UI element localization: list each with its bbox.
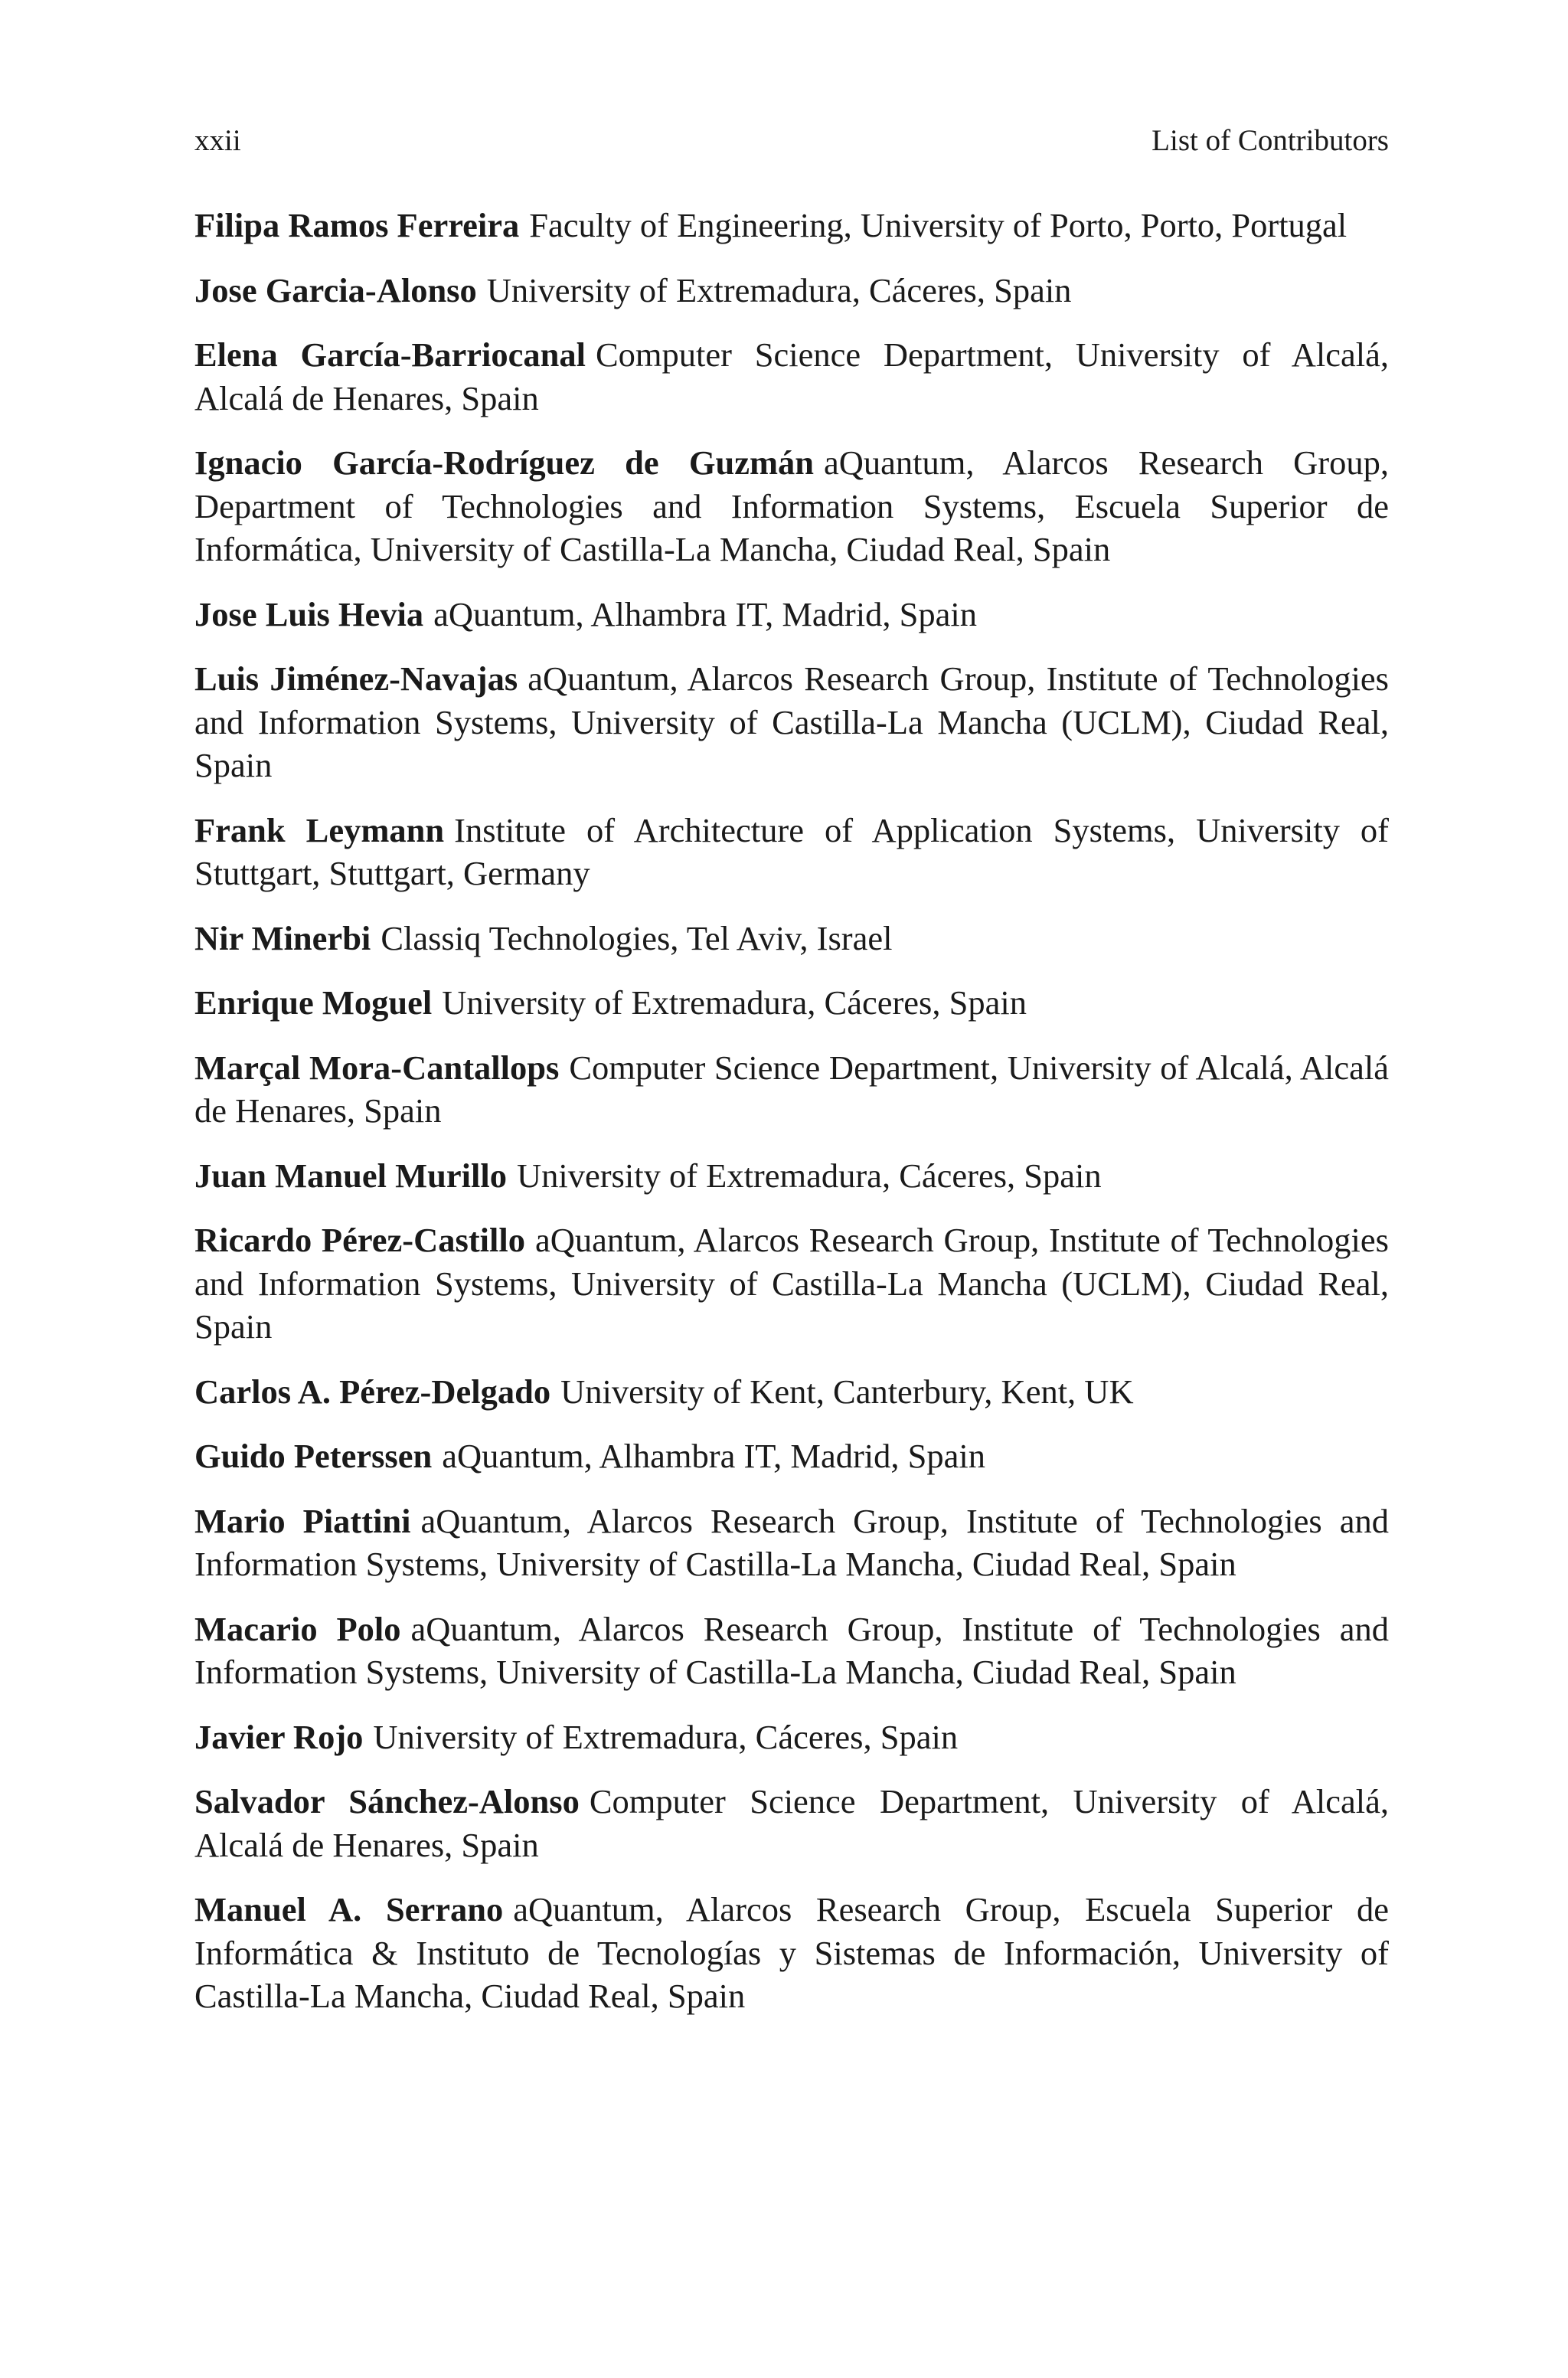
contributor-entry bbox=[194, 593, 1389, 636]
contributor-entry bbox=[194, 809, 1389, 895]
contributor-entry bbox=[194, 1608, 1389, 1694]
contributor-entry bbox=[194, 657, 1389, 787]
contributor-affiliation: Computer Science Department, University of Alcalá, Alcalá de Henares, Spain bbox=[194, 1782, 1389, 1864]
contributor-name: Guido Peterssen bbox=[194, 1437, 433, 1475]
contributor-name: Salvador Sánchez-Alonso bbox=[194, 1782, 580, 1820]
contributor-affiliation: aQuantum, Alhambra IT, Madrid, Spain bbox=[433, 594, 977, 633]
contributor-entry bbox=[194, 917, 1389, 960]
contributor-entry bbox=[194, 1434, 1389, 1478]
contributor-name: Macario Polo bbox=[194, 1609, 401, 1648]
contributor-affiliation: Faculty of Engineering, University of Porto, Porto, Portugal bbox=[529, 206, 1348, 244]
contributor-name: Nir Minerbi bbox=[194, 918, 371, 957]
contributor-affiliation: Computer Science Department, University of Alcalá, Alcalá de Henares, Spain bbox=[194, 1048, 1390, 1130]
contributor-name: Ignacio García-Rodríguez de Guzmán bbox=[194, 443, 815, 482]
contributor-entry bbox=[194, 1716, 1389, 1759]
contributor-name: Ricardo Pérez-Castillo bbox=[194, 1221, 525, 1259]
contributor-name: Jose Luis Hevia bbox=[194, 594, 424, 633]
contributor-entry bbox=[194, 333, 1389, 420]
contributor-affiliation: aQuantum, Alarcos Research Group, Institute of Technologies and Information Systems, University of Castilla-La Mancha, Ciudad Real, Spain bbox=[194, 1501, 1389, 1583]
contributor-affiliation: aQuantum, Alhambra IT, Madrid, Spain bbox=[442, 1437, 986, 1475]
contributor-affiliation: University of Kent, Canterbury, Kent, UK bbox=[560, 1372, 1134, 1411]
contributor-name: Jose Garcia-Alonso bbox=[194, 270, 477, 309]
contributor-name: Carlos A. Pérez-Delgado bbox=[194, 1372, 551, 1411]
contributor-name: Manuel A. Serrano bbox=[194, 1890, 504, 1928]
contributor-affiliation: aQuantum, Alarcos Research Group, Institute of Technologies and Information Systems, University of Castilla-La Mancha (UCLM), Ciudad Real, Spain bbox=[194, 1221, 1389, 1346]
contributor-affiliation: University of Extremadura, Cáceres, Spain bbox=[516, 1156, 1102, 1195]
contributor-affiliation: Classiq Technologies, Tel Aviv, Israel bbox=[381, 918, 893, 957]
contributor-name: Luis Jiménez-Navajas bbox=[194, 659, 518, 698]
contributor-list bbox=[194, 204, 1389, 2018]
contributor-name: Javier Rojo bbox=[194, 1717, 364, 1756]
contributor-entry bbox=[194, 981, 1389, 1025]
contributor-entry bbox=[194, 204, 1389, 247]
contributor-entry bbox=[194, 1046, 1389, 1133]
contributor-entry bbox=[194, 1500, 1389, 1586]
contributor-name: Frank Leymann bbox=[194, 810, 445, 849]
contributor-affiliation: University of Extremadura, Cáceres, Spain bbox=[442, 983, 1027, 1022]
contributor-entry bbox=[194, 1780, 1389, 1866]
contributor-affiliation: aQuantum, Alarcos Research Group, Institute of Technologies and Information Systems, University of Castilla-La Mancha, Ciudad Real, Spain bbox=[194, 1609, 1389, 1691]
book-page bbox=[194, 123, 1389, 2039]
contributor-entry bbox=[194, 269, 1389, 312]
contributor-name: Filipa Ramos Ferreira bbox=[194, 206, 520, 244]
contributor-affiliation: aQuantum, Alarcos Research Group, Institute of Technologies and Information Systems, University of Castilla-La Mancha (UCLM), Ciudad Real, Spain bbox=[194, 659, 1389, 784]
contributor-affiliation: Institute of Architecture of Application Systems, University of Stuttgart, Stuttgart, Germany bbox=[194, 810, 1390, 892]
contributor-entry bbox=[194, 1370, 1389, 1414]
contributor-entry bbox=[194, 441, 1389, 571]
contributor-affiliation: Computer Science Department, University of Alcalá, Alcalá de Henares, Spain bbox=[194, 335, 1389, 417]
contributor-affiliation: aQuantum, Alarcos Research Group, Escuela Superior de Informática & Instituto de Tecnologías y Sistemas de Información, University of Castilla-La Mancha, Ciudad Real, Spain bbox=[194, 1890, 1389, 2015]
contributor-entry bbox=[194, 1218, 1389, 1349]
running-head bbox=[194, 123, 1389, 159]
contributor-affiliation: University of Extremadura, Cáceres, Spain bbox=[373, 1717, 959, 1756]
contributor-name: Elena García-Barriocanal bbox=[194, 335, 586, 374]
contributor-name: Mario Piattini bbox=[194, 1501, 411, 1540]
contributor-name: Juan Manuel Murillo bbox=[194, 1156, 507, 1195]
contributor-name: Enrique Moguel bbox=[194, 983, 433, 1022]
contributor-affiliation: University of Extremadura, Cáceres, Spain bbox=[486, 270, 1072, 309]
contributor-entry bbox=[194, 1888, 1389, 2018]
contributor-affiliation: aQuantum, Alarcos Research Group, Department of Technologies and Information Systems, Escuela Superior de Informática, University of Castilla-La Mancha, Ciudad Real, Spain bbox=[194, 443, 1389, 568]
contributor-entry bbox=[194, 1154, 1389, 1198]
page-number: xxii bbox=[194, 124, 241, 157]
contributor-name: Marçal Mora-Cantallops bbox=[194, 1048, 560, 1087]
section-title: List of Contributors bbox=[1152, 124, 1389, 157]
